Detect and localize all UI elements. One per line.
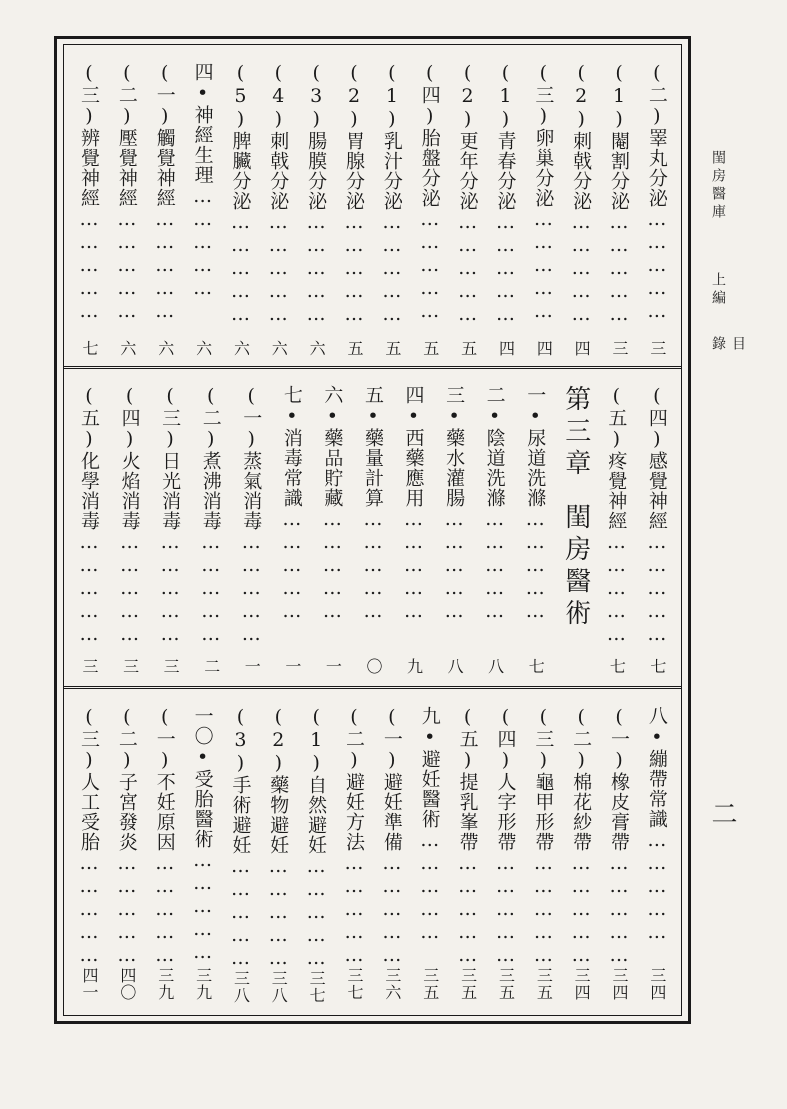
toc-entry bbox=[644, 385, 670, 675]
toc-entry-title: (一)蒸氣消毒…………… bbox=[240, 385, 263, 646]
toc-entry-title: (2)更年分泌…………… bbox=[456, 62, 479, 326]
toc-entry bbox=[238, 385, 264, 675]
toc-entry bbox=[606, 62, 632, 357]
toc-entry-title: 六•藥品貯藏…………… bbox=[321, 385, 344, 623]
toc-entry bbox=[644, 62, 670, 357]
toc-entry bbox=[190, 706, 216, 1001]
toc-entry bbox=[492, 706, 518, 1001]
toc-entry-title: (2)胃腺分泌…………… bbox=[343, 62, 366, 326]
toc-entry-title: (三)龜甲形帶…………… bbox=[532, 706, 555, 967]
toc-entry-page: 一 bbox=[323, 658, 343, 675]
toc-entry-page: 五 bbox=[420, 340, 440, 357]
toc-entry-title: (一)橡皮膏帶…………… bbox=[608, 706, 631, 967]
toc-entry-page: 一 bbox=[282, 658, 302, 675]
toc-entry-page: 二 bbox=[201, 658, 221, 675]
toc-entry bbox=[303, 62, 329, 357]
toc-entry bbox=[341, 62, 367, 357]
toc-entry bbox=[568, 706, 594, 1001]
toc-entry-page: 四 bbox=[496, 340, 516, 357]
toc-entry bbox=[482, 385, 508, 675]
toc-entry-title: 二•陰道洗滌…………… bbox=[483, 385, 506, 623]
toc-entry bbox=[76, 62, 102, 357]
toc-entry-page: 七 bbox=[607, 658, 627, 675]
toc-entry-title: (五)疼覺神經…………… bbox=[605, 385, 628, 646]
toc-entry-title: 四•西藥應用…………… bbox=[402, 385, 425, 623]
toc-entry-page: 三五 bbox=[458, 967, 478, 1001]
toc-entry-title: (2)藥物避妊…………… bbox=[267, 706, 290, 970]
chapter-title: 閨房醫術 bbox=[560, 503, 591, 631]
toc-entry-title: (二)子宮發炎…………… bbox=[115, 706, 138, 967]
toc-entry-page: 五 bbox=[345, 340, 365, 357]
toc-entry-page: 八 bbox=[485, 658, 505, 675]
toc-entry-page: 三 bbox=[647, 340, 667, 357]
toc-entry-title: (四)火焰消毒…………… bbox=[118, 385, 141, 646]
toc-entry-page: 三八 bbox=[231, 970, 251, 1004]
toc-entry-title: (1)乳汁分泌…………… bbox=[380, 62, 403, 326]
toc-entry-title: (一)觸覺神經…………… bbox=[153, 62, 176, 323]
toc-entry-title: 三•藥水灌腸…………… bbox=[443, 385, 466, 623]
toc-entry-title: 七•消毒常識…………… bbox=[280, 385, 303, 623]
toc-entry-page: 九 bbox=[404, 658, 424, 675]
toc-entry bbox=[341, 706, 367, 1001]
toc-section-2 bbox=[76, 385, 670, 675]
toc-entry-title: (3)腸膜分泌…………… bbox=[305, 62, 328, 326]
toc-entry-title: 一〇•受胎醫術…………… bbox=[191, 706, 214, 964]
toc-entry bbox=[319, 385, 345, 675]
toc-entry bbox=[76, 706, 102, 1001]
toc-entry bbox=[227, 62, 253, 357]
section-label: 目錄 bbox=[710, 336, 746, 354]
toc-entry-page: 四 bbox=[534, 340, 554, 357]
toc-entry-page: 六 bbox=[117, 340, 137, 357]
toc-entry bbox=[114, 706, 140, 1001]
toc-entry-title: 一•尿道洗滌…………… bbox=[524, 385, 547, 623]
toc-entry-page: 五 bbox=[382, 340, 402, 357]
toc-entry bbox=[530, 706, 556, 1001]
toc-entry-title: (四)胎盤分泌…………… bbox=[418, 62, 441, 323]
toc-entry-page: 三四 bbox=[647, 967, 667, 1001]
toc-entry bbox=[379, 62, 405, 357]
toc-entry-title: 八•繃帶常識…………… bbox=[645, 706, 668, 944]
toc-entry-page: 三五 bbox=[420, 967, 440, 1001]
toc-entry bbox=[401, 385, 427, 675]
toc-entry bbox=[303, 706, 329, 1004]
toc-entry-page: 四〇 bbox=[117, 967, 137, 1001]
toc-entry bbox=[530, 62, 556, 357]
toc-entry-title: (1)自然避妊…………… bbox=[305, 706, 328, 970]
toc-entry bbox=[117, 385, 143, 675]
toc-entry-title: (四)人字形帶…………… bbox=[494, 706, 517, 967]
toc-entry-title: (3)手術避妊…………… bbox=[229, 706, 252, 970]
toc-entry-page: 八 bbox=[445, 658, 465, 675]
toc-entry bbox=[190, 62, 216, 357]
chapter-heading bbox=[560, 385, 591, 675]
toc-entry-page: 三 bbox=[80, 658, 99, 675]
toc-entry bbox=[606, 706, 632, 1001]
toc-entry-title: (四)感覺神經…………… bbox=[645, 385, 668, 646]
toc-entry-title: (三)辨覺神經…………… bbox=[78, 62, 100, 323]
toc-entry-page: 三 bbox=[161, 658, 181, 675]
toc-entry-page: 六 bbox=[155, 340, 175, 357]
toc-entry-title: (五)提乳峯帶…………… bbox=[456, 706, 479, 967]
toc-entry-title: (2)刺戟分泌…………… bbox=[570, 62, 593, 326]
toc-entry-page: 六 bbox=[231, 340, 251, 357]
toc-entry-page: 三四 bbox=[610, 967, 630, 1001]
toc-entry bbox=[157, 385, 183, 675]
toc-entry bbox=[152, 62, 178, 357]
toc-entry-page: 三五 bbox=[496, 967, 516, 1001]
toc-entry-title: (一)避妊準備…………… bbox=[380, 706, 403, 967]
toc-entry-page: 三六 bbox=[382, 967, 402, 1001]
toc-entry-page: 三 bbox=[610, 340, 630, 357]
divider-2 bbox=[63, 686, 682, 689]
toc-entry-title: (二)睪丸分泌…………… bbox=[645, 62, 668, 323]
book-title: 閨房醫庫 bbox=[710, 150, 726, 222]
toc-entry bbox=[379, 706, 405, 1001]
divider-1 bbox=[63, 366, 682, 369]
toc-entry-title: 五•藥量計算…………… bbox=[361, 385, 384, 623]
toc-entry bbox=[417, 62, 443, 357]
toc-entry-page: 七 bbox=[647, 658, 667, 675]
toc-entry bbox=[265, 62, 291, 357]
toc-entry-title: (五)化學消毒…………… bbox=[78, 385, 100, 646]
toc-entry-page: 一 bbox=[242, 658, 262, 675]
toc-entry-page: 六 bbox=[307, 340, 327, 357]
toc-entry bbox=[265, 706, 291, 1004]
toc-entry bbox=[455, 62, 481, 357]
toc-entry-title: (1)青春分泌…………… bbox=[494, 62, 517, 326]
toc-entry-page: 六 bbox=[269, 340, 289, 357]
toc-entry bbox=[360, 385, 386, 675]
margin-header bbox=[702, 150, 746, 370]
toc-entry-title: (4)刺戟分泌…………… bbox=[267, 62, 290, 326]
toc-entry-page: 三八 bbox=[269, 970, 289, 1004]
toc-entry bbox=[568, 62, 594, 357]
chapter-number: 第三章 bbox=[560, 385, 591, 481]
toc-entry-page: 六 bbox=[193, 340, 213, 357]
toc-entry bbox=[198, 385, 224, 675]
volume-label: 上編 bbox=[710, 272, 726, 308]
toc-entry-title: (二)棉花紗帶…………… bbox=[570, 706, 593, 967]
toc-entry-page: 四 bbox=[572, 340, 592, 357]
toc-entry-page: 三 bbox=[120, 658, 140, 675]
toc-entry-title: (1)閹割分泌…………… bbox=[608, 62, 631, 326]
toc-entry bbox=[76, 385, 102, 675]
toc-entry-page: 三九 bbox=[155, 967, 175, 1001]
page-number: 二 bbox=[707, 800, 737, 826]
toc-entry-title: (三)日光消毒…………… bbox=[159, 385, 182, 646]
toc-entry-page: 三九 bbox=[193, 967, 213, 1001]
toc-entry bbox=[114, 62, 140, 357]
toc-entry-title: (三)卵巢分泌…………… bbox=[532, 62, 555, 323]
toc-entry bbox=[644, 706, 670, 1001]
toc-entry bbox=[152, 706, 178, 1001]
toc-entry-page: 〇 bbox=[363, 658, 383, 675]
toc-entry-title: (二)避妊方法…………… bbox=[343, 706, 366, 967]
toc-entry-page: 七 bbox=[526, 658, 546, 675]
toc-entry-page: 三四 bbox=[572, 967, 592, 1001]
toc-entry bbox=[492, 62, 518, 357]
toc-entry bbox=[417, 706, 443, 1001]
toc-entry-title: (二)壓覺神經…………… bbox=[115, 62, 138, 323]
toc-section-1 bbox=[76, 62, 670, 357]
toc-entry-title: (5)脾臟分泌…………… bbox=[229, 62, 252, 326]
toc-entry-title: 四•神經生理…………… bbox=[191, 62, 214, 300]
toc-entry bbox=[603, 385, 629, 675]
toc-entry-page: 七 bbox=[80, 340, 99, 357]
toc-entry-page: 四一 bbox=[80, 967, 99, 1001]
toc-entry-title: (三)人工受胎…………… bbox=[78, 706, 100, 967]
toc-entry-page: 三七 bbox=[307, 970, 327, 1004]
toc-entry bbox=[279, 385, 305, 675]
toc-section-3 bbox=[76, 706, 670, 1004]
toc-entry-page: 三五 bbox=[534, 967, 554, 1001]
toc-entry-title: 九•避妊醫術…………… bbox=[418, 706, 441, 944]
toc-entry bbox=[522, 385, 548, 675]
toc-entry bbox=[441, 385, 467, 675]
toc-entry-title: (一)不妊原因…………… bbox=[153, 706, 176, 967]
toc-entry-page: 三七 bbox=[345, 967, 365, 1001]
toc-entry bbox=[227, 706, 253, 1004]
toc-entry-page: 五 bbox=[458, 340, 478, 357]
toc-entry-title: (二)煮沸消毒…………… bbox=[199, 385, 222, 646]
toc-entry bbox=[455, 706, 481, 1001]
